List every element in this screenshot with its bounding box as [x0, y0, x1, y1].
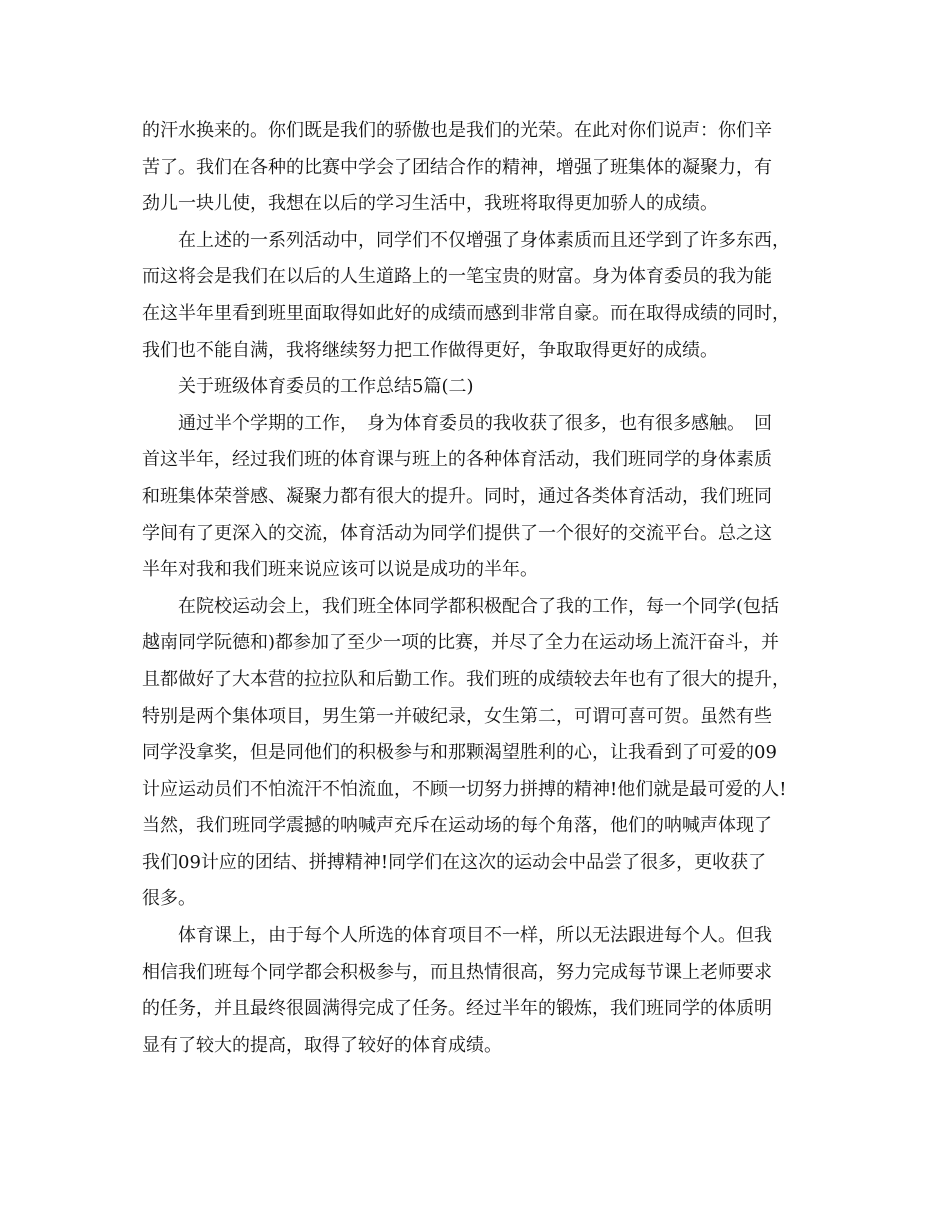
- text-line-7: 我们也不能自满，我将继续努力把工作做得更好，争取取得更好的成绩。: [142, 339, 718, 361]
- text-line-19: 计应运动员们不怕流汗不怕流血，不顾一切努力拼搏的精神!他们就是最可爱的人!: [142, 778, 787, 800]
- text-line-12: 学间有了更深入的交流，体育活动为同学们提供了一个很好的交流平台。总之这: [142, 522, 772, 544]
- section-heading: 关于班级体育委员的工作总结5篇(二): [142, 376, 474, 398]
- text-line-4: 在上述的一系列活动中，同学们不仅增强了身体素质而且还学到了许多东西，: [142, 229, 790, 251]
- text-line-22: 很多。: [142, 888, 196, 910]
- text-line-2: 苦了。我们在各种的比赛中学会了团结合作的精神，增强了班集体的凝聚力，有: [142, 156, 772, 178]
- text-line-11: 和班集体荣誉感、凝聚力都有很大的提升。同时，通过各类体育活动，我们班同: [142, 485, 772, 507]
- text-line-13: 半年对我和我们班来说应该可以说是成功的半年。: [142, 559, 538, 581]
- text-line-6: 在这半年里看到班里面取得如此好的成绩而感到非常自豪。而在取得成绩的同时，: [142, 302, 790, 324]
- text-line-16: 且都做好了大本营的拉拉队和后勤工作。我们班的成绩较去年也有了很大的提升，: [142, 668, 790, 690]
- text-line-25: 的任务，并且最终很圆满得完成了任务。经过半年的锻炼，我们班同学的体质明: [142, 998, 772, 1020]
- text-line-1: 的汗水换来的。你们既是我们的骄傲也是我们的光荣。在此对你们说声：你们辛: [142, 120, 772, 141]
- text-line-14: 在院校运动会上，我们班全体同学都积极配合了我的工作，每一个同学(包括: [142, 595, 780, 617]
- text-line-26: 显有了较大的提高，取得了较好的体育成绩。: [142, 1034, 502, 1056]
- text-line-23: 体育课上，由于每个人所选的体育项目不一样，所以无法跟进每个人。但我: [142, 925, 772, 947]
- document-body: [142, 113, 822, 1064]
- text-line-17: 特别是两个集体项目，男生第一并破纪录，女生第二，可谓可喜可贺。虽然有些: [142, 705, 772, 727]
- text-line-15: 越南同学阮德和)都参加了至少一项的比赛，并尽了全力在运动场上流汗奋斗，并: [142, 632, 780, 654]
- text-line-18: 同学没拿奖，但是同他们的积极参与和那颗渴望胜利的心，让我看到了可爱的09: [142, 742, 777, 764]
- text-line-24: 相信我们班每个同学都会积极参与，而且热情很高，努力完成每节课上老师要求: [142, 961, 772, 983]
- text-line-20: 当然，我们班同学震撼的呐喊声充斥在运动场的每个角落，他们的呐喊声体现了: [142, 815, 772, 837]
- text-line-21: 我们09计应的团结、拼搏精神!同学们在这次的运动会中品尝了很多，更收获了: [142, 851, 767, 873]
- text-line-5: 而这将会是我们在以后的人生道路上的一笔宝贵的财富。身为体育委员的我为能: [142, 266, 772, 288]
- text-line-9: 通过半个学期的工作， 身为体育委员的我收获了很多，也有很多感触。 回: [142, 412, 772, 434]
- text-line-10: 首这半年，经过我们班的体育课与班上的各种体育活动，我们班同学的身体素质: [142, 449, 772, 471]
- text-line-3: 劲儿一块儿使，我想在以后的学习生活中，我班将取得更加骄人的成绩。: [142, 193, 718, 215]
